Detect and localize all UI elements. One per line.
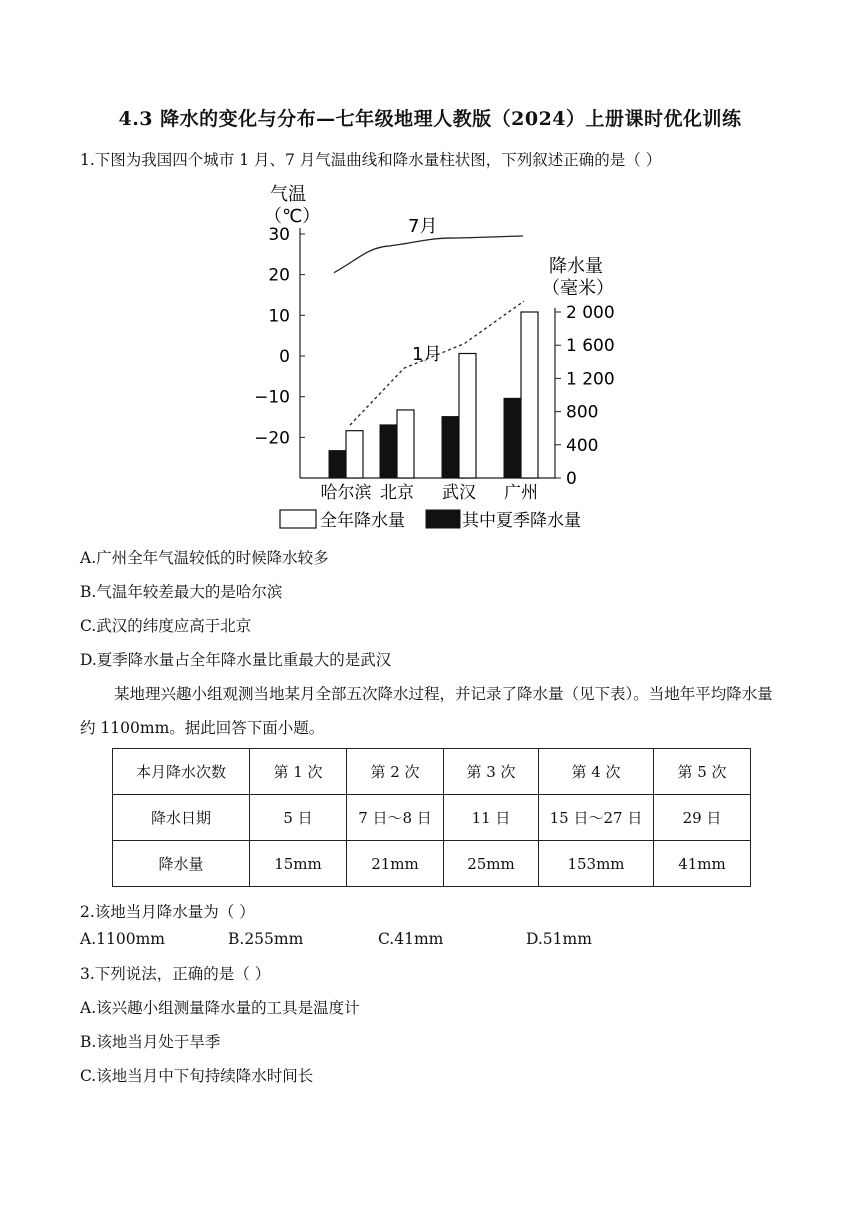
city-label: 哈尔滨 xyxy=(320,483,372,503)
summer-precipitation-bar xyxy=(329,451,346,478)
q1-option-a: A.广州全年气温较低的时候降水较多 xyxy=(80,549,329,567)
annual-precipitation-bar xyxy=(521,312,538,478)
q1-option-b: B.气温年较差最大的是哈尔滨 xyxy=(80,583,283,601)
summer-precipitation-bar xyxy=(380,425,397,478)
climate-chart xyxy=(254,176,626,536)
annual-precipitation-bar xyxy=(459,354,476,479)
q3-option-a: A.该兴趣小组测量降水量的工具是温度计 xyxy=(80,999,360,1017)
legend-summer-swatch xyxy=(426,510,460,528)
table-cell: 第 4 次 xyxy=(539,749,654,795)
right-axis-tick-label: 2 000 xyxy=(566,303,615,323)
left-axis-tick-label: 20 xyxy=(268,265,290,286)
q2-option-b: B.255mm xyxy=(228,930,304,948)
q1-option-c: C.武汉的纬度应高于北京 xyxy=(80,617,252,635)
legend-summer-label: 其中夏季降水量 xyxy=(462,511,581,531)
right-axis-tick-label: 800 xyxy=(566,402,599,423)
right-axis-tick-label: 1 200 xyxy=(566,369,615,390)
left-axis-title: 气温 xyxy=(270,184,306,205)
table-row xyxy=(113,795,751,841)
table-cell: 第 2 次 xyxy=(347,749,444,795)
page-title: 4.3 降水的变化与分布—七年级地理人教版（2024）上册课时优化训练 xyxy=(118,108,742,130)
table-cell: 降水量 xyxy=(113,841,250,887)
right-axis-unit: （毫米） xyxy=(542,278,614,299)
summer-precipitation-bar xyxy=(504,398,521,478)
table-cell: 11 日 xyxy=(444,795,539,841)
right-axis-tick-label: 0 xyxy=(566,469,577,489)
table-cell: 153mm xyxy=(539,841,654,887)
city-label: 武汉 xyxy=(442,483,476,503)
left-axis-tick-label: 0 xyxy=(279,347,290,367)
q2-option-c: C.41mm xyxy=(378,930,444,948)
right-axis-tick-label: 1 600 xyxy=(566,336,615,357)
annual-precipitation-bar xyxy=(346,431,363,478)
july-temperature-curve xyxy=(334,236,523,273)
table-cell: 降水日期 xyxy=(113,795,250,841)
table-cell: 29 日 xyxy=(654,795,751,841)
q1-option-d: D.夏季降水量占全年降水量比重最大的是武汉 xyxy=(80,651,392,669)
table-cell: 第 3 次 xyxy=(444,749,539,795)
left-axis-tick-label: −10 xyxy=(254,387,290,408)
left-axis-tick-label: 30 xyxy=(268,225,290,245)
table-row xyxy=(113,841,751,887)
table-cell: 5 日 xyxy=(250,795,347,841)
legend-annual-swatch xyxy=(280,510,316,528)
right-axis-tick-label: 400 xyxy=(566,435,599,456)
table-cell: 本月降水次数 xyxy=(113,749,250,795)
q3-option-b: B.该地当月处于旱季 xyxy=(80,1033,221,1051)
table-cell: 第 5 次 xyxy=(654,749,751,795)
left-axis-tick-label: −20 xyxy=(254,428,290,449)
table-cell: 15mm xyxy=(250,841,347,887)
question-1-stem: 1.下图为我国四个城市 1 月、7 月气温曲线和降水量柱状图，下列叙述正确的是（ ） xyxy=(80,151,662,169)
table-cell: 15 日～27 日 xyxy=(539,795,654,841)
left-axis-tick-label: 10 xyxy=(268,306,290,327)
reading-passage: 某地理兴趣小组观测当地某月全部五次降水过程，并记录了降水量（见下表）。当地年平均降水量约 1100mm。据此回答下面小题。 xyxy=(80,685,773,737)
table-cell: 25mm xyxy=(444,841,539,887)
right-axis-title: 降水量 xyxy=(549,256,603,277)
table-cell: 21mm xyxy=(347,841,444,887)
table-cell: 7 日～8 日 xyxy=(347,795,444,841)
legend-annual-label: 全年降水量 xyxy=(320,511,405,531)
question-3-stem: 3.下列说法，正确的是（ ） xyxy=(80,965,271,983)
q3-option-c: C.该地当月中下旬持续降水时间长 xyxy=(80,1067,314,1085)
q2-option-a: A.1100mm xyxy=(80,930,165,948)
annual-precipitation-bar xyxy=(397,410,414,478)
left-axis-unit: （℃） xyxy=(264,206,321,227)
table-cell: 41mm xyxy=(654,841,751,887)
january-curve-label: 1月 xyxy=(412,344,442,365)
july-curve-label: 7月 xyxy=(408,216,438,237)
table-row xyxy=(113,749,751,795)
table-cell: 第 1 次 xyxy=(250,749,347,795)
question-2-stem: 2.该地当月降水量为（ ） xyxy=(80,903,255,921)
city-label: 北京 xyxy=(380,483,414,503)
precipitation-table xyxy=(112,748,751,887)
city-label: 广州 xyxy=(504,483,538,503)
summer-precipitation-bar xyxy=(442,417,459,478)
q2-option-d: D.51mm xyxy=(526,930,592,948)
